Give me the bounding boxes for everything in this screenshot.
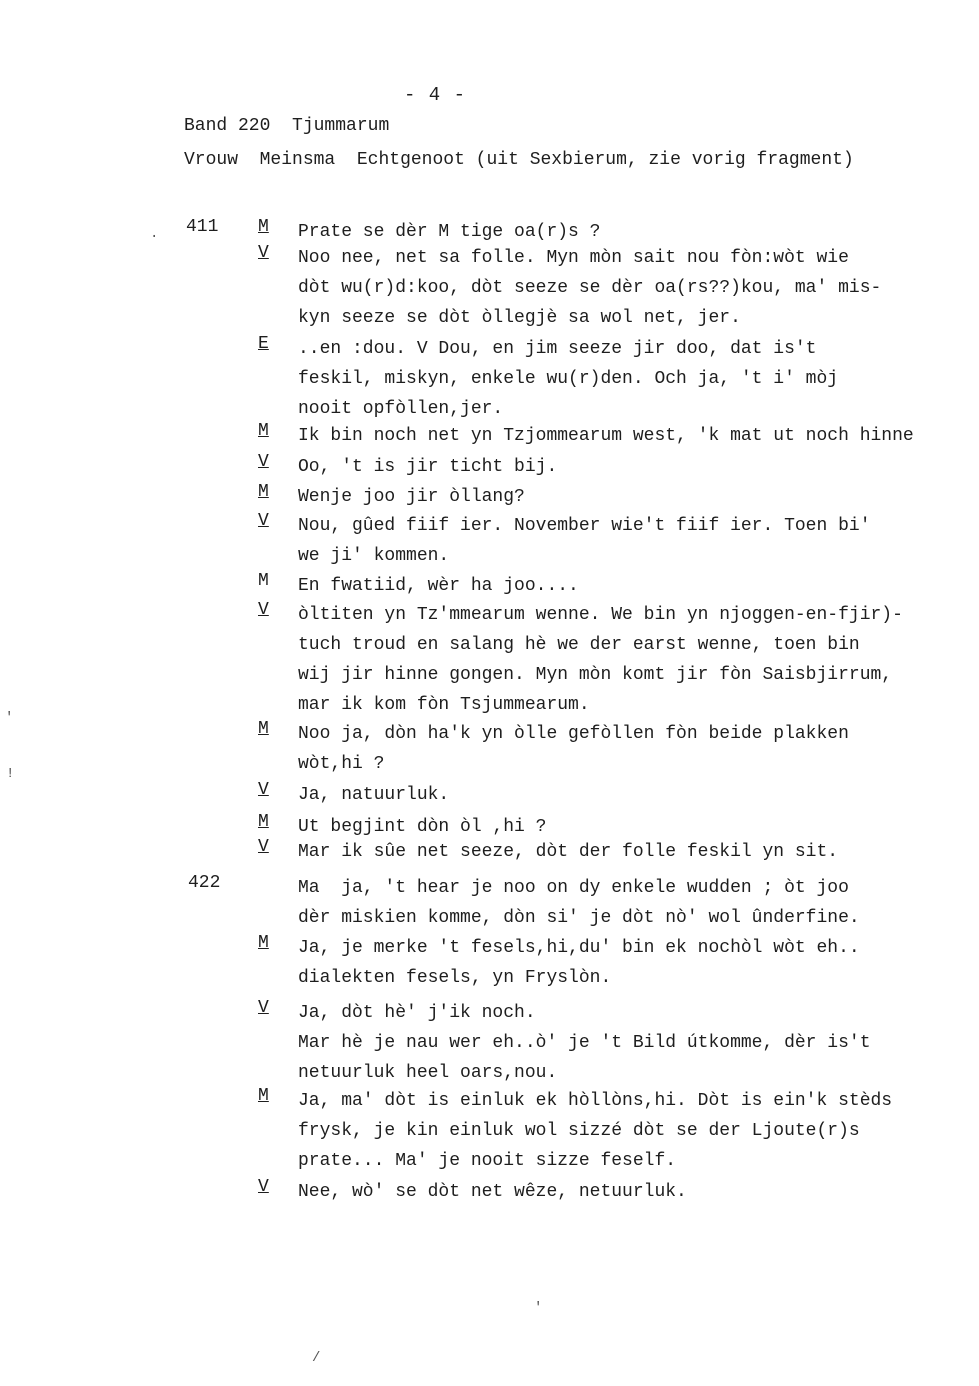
stray-mark: ' <box>534 1300 543 1316</box>
speaker-initial: V <box>258 452 269 472</box>
utterance-text: Wenje joo jir òllang? <box>298 487 525 507</box>
utterance-text: ..en :dou. V Dou, en jim seeze jir doo, dat is't feskil, miskyn, enkele wu(r)den. Och ja, 't i' mòj nooit opfòllen,jer. <box>298 339 839 419</box>
utterance-text: Nee, wò' se dòt net wêze, netuurluk. <box>298 1182 687 1202</box>
stray-mark: / <box>312 1350 321 1366</box>
utterance-text: Mar ik sûe net seeze, dòt der folle feskil yn sit. <box>298 842 839 862</box>
stray-mark: ! <box>6 766 15 782</box>
speaker-initial: V <box>258 600 269 620</box>
utterance-text: En fwatiid, wèr ha joo.... <box>298 576 579 596</box>
speaker-initial: M <box>258 482 269 502</box>
utterance-text: Noo nee, net sa folle. Myn mòn sait nou fòn:wòt wie dòt wu(r)d:koo, dòt seeze se dèr oa(rs??)kou, ma' mis- kyn seeze se dòt òllegjè sa wol net, jer. <box>298 248 882 328</box>
recording-header <box>184 116 389 136</box>
speaker-initial: V <box>258 511 269 531</box>
utterance-text: Nou, gûed fiif ier. November wie't fiif ier. Toen bi' we ji' kommen. <box>298 516 871 566</box>
utterance-text: Ut begjint dòn òl ,hi ? <box>298 817 547 837</box>
stray-mark: . <box>150 226 159 242</box>
participants-line <box>184 150 854 170</box>
speaker-initial: V <box>258 780 269 800</box>
speaker-initial: M <box>258 1086 269 1106</box>
speaker-initial: V <box>258 998 269 1018</box>
speaker-initial: V <box>258 243 269 263</box>
utterance-text: Prate se dèr M tige oa(r)s ? <box>298 222 601 242</box>
utterance-text: Ja, je merke 't fesels,hi,du' bin ek nochòl wòt eh.. dialekten fesels, yn Fryslòn. <box>298 938 860 988</box>
speaker-initial: V <box>258 1177 269 1197</box>
place-name: Tjummarum <box>292 116 390 136</box>
speaker-initial: M <box>258 421 269 441</box>
utterance-text: Noo ja, dòn ha'k yn òlle gefòllen fòn beide plakken wòt,hi ? <box>298 724 849 774</box>
utterance-text: Ja, dòt hè' j'ik noch. Mar hè je nau wer eh..ò' je 't Bild útkomme, dèr is't netuurluk heel oars,nou. <box>298 1003 871 1083</box>
speaker-initial: M <box>258 217 269 237</box>
page-number: - 4 - <box>404 84 467 106</box>
line-number: 422 <box>188 873 221 893</box>
utterance-text: Ma ja, 't hear je noo on dy enkele wudden ; òt joo dèr miskien komme, dòn si' je dòt nò' wol ûnderfine. <box>298 878 860 928</box>
participant-meinsma: Meinsma <box>259 150 336 170</box>
stray-mark: ' <box>5 710 14 726</box>
utterance-text: Oo, 't is jir ticht bij. <box>298 457 558 477</box>
participant-vrouw: Vrouw <box>184 150 239 170</box>
speaker-initial: V <box>258 837 269 857</box>
speaker-initial: E <box>258 334 269 354</box>
utterance-text: Ja, natuurluk. <box>298 785 450 805</box>
speaker-initial: M <box>258 719 269 739</box>
utterance-text: Ik bin noch net yn Tzjommearum west, 'k mat ut noch hinne <box>298 426 914 446</box>
line-number: 411 <box>186 217 219 237</box>
utterance-text: òltiten yn Tz'mmearum wenne. We bin yn njoggen-en-fjir)- tuch troud en salang hè we der earst wenne, toen bin wij jir hinne gongen. Myn mòn komt jir fòn Saisbjirrum, mar ik kom fòn Tsjummearum. <box>298 605 903 715</box>
utterance-text: Ja, ma' dòt is einluk ek hòllòns,hi. Dòt is ein'k stèds frysk, je kin einluk wol sizzé dòt se der Ljoute(r)s prate... Ma' je nooit sizze feself. <box>298 1091 893 1171</box>
speaker-initial: M <box>258 933 269 953</box>
participant-echtgenoot: Echtgenoot (uit Sexbierum, zie vorig fragment) <box>356 150 854 170</box>
band-label: Band 220 <box>184 116 271 136</box>
speaker-initial: M <box>258 571 269 591</box>
speaker-initial: M <box>258 812 269 832</box>
